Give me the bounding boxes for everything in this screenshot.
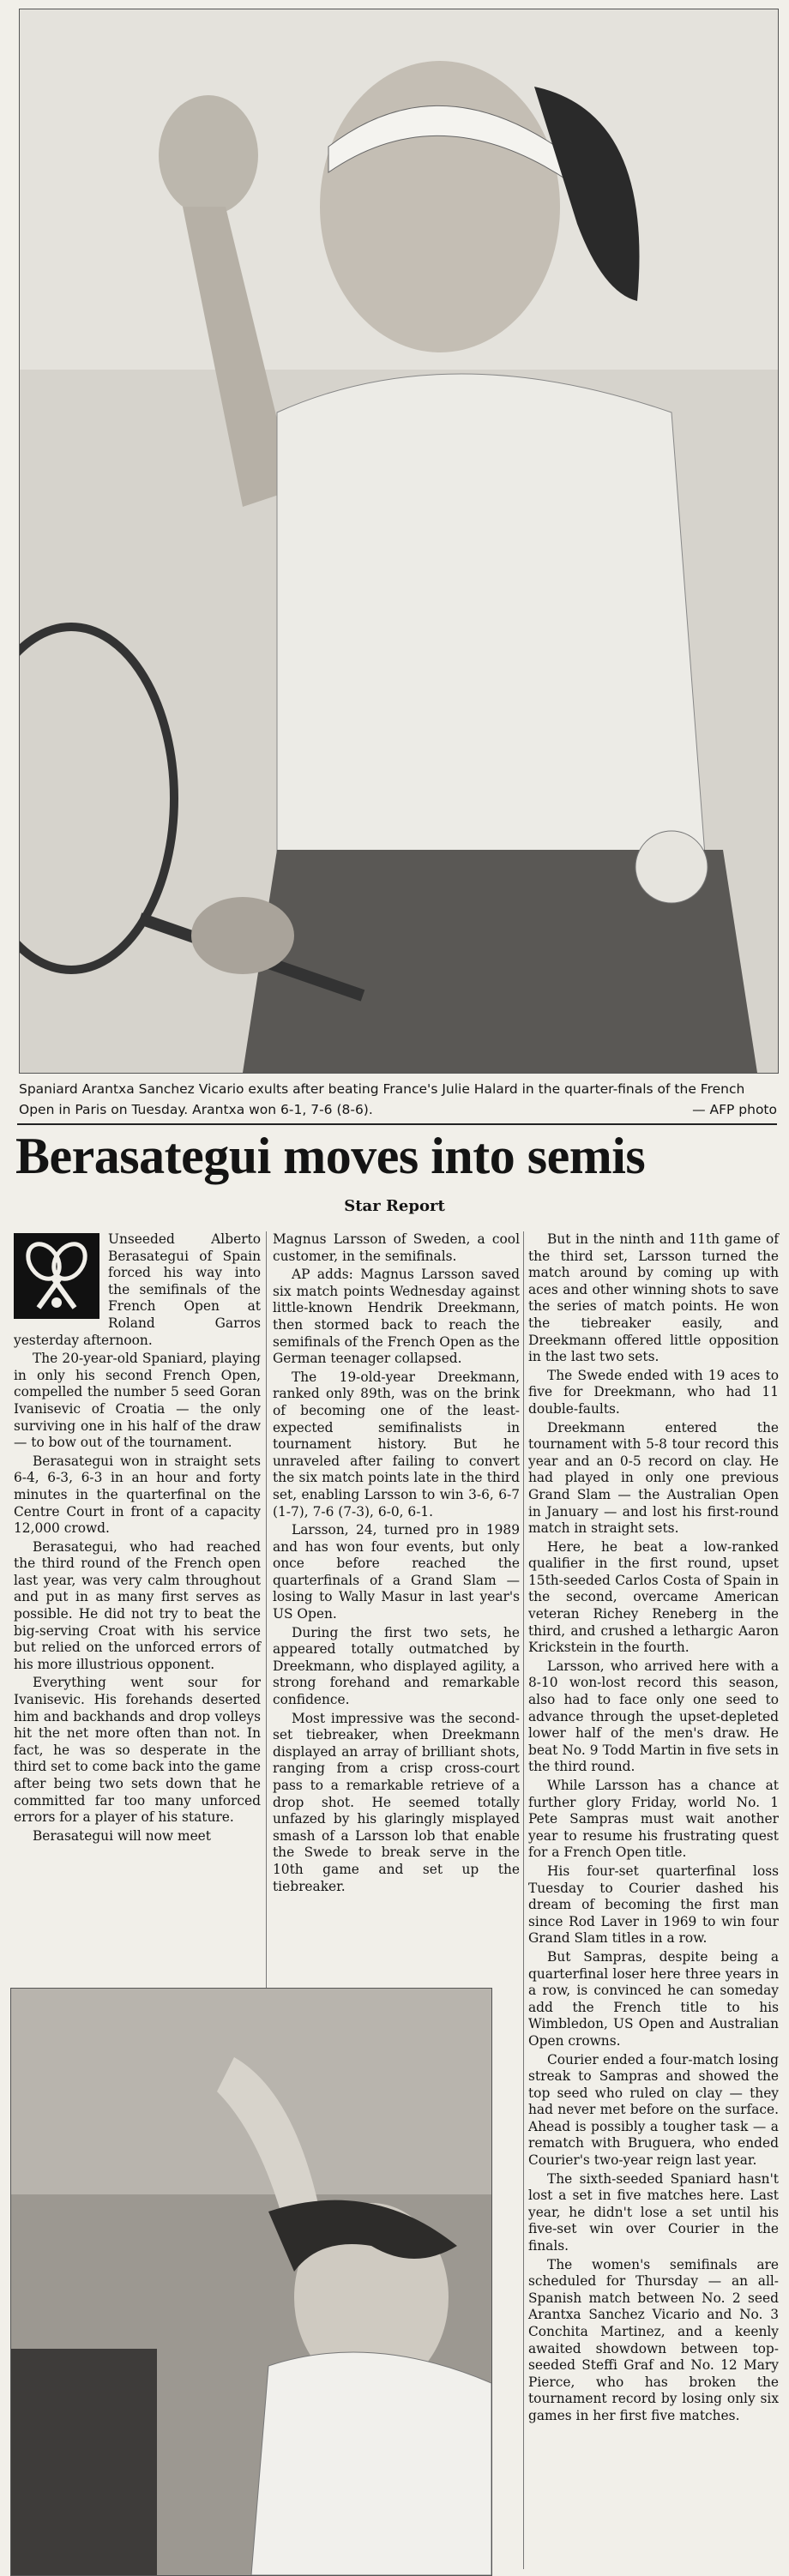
photo-illustration (20, 9, 778, 1073)
caption-text: Spaniard Arantxa Sanchez Vicario exults after beating France's Julie Halard in the quarter-finals of the French Open in Paris on Tuesday. Arantxa won 6-1, 7-6 (8-6). (19, 1081, 745, 1117)
paragraph: But Sampras, despite being a quarterfinal loser here three years in a row, is convinced he can someday add the French title to his Wimbledon, US Open and Australian Open crowns. (528, 1948, 779, 2049)
paragraph: Berasategui, who had reached the third round of the French open last year, was very calm throughout and put in as many first serves as possible. He did not try to beat the big-serving Croat with his service but relied on the unforced errors of his more illustrious opponent. (14, 1538, 261, 1672)
paragraph: Berasategui will now meet (33, 1827, 211, 1844)
headline: Berasategui moves into semis (15, 1128, 646, 1184)
article-column-2 (273, 1231, 520, 1897)
article-column-1 (14, 1231, 261, 1846)
paragraph: The Swede ended with 19 aces to five for Dreekmann, who had 11 double-faults. (528, 1367, 779, 1417)
paragraph: The 19-old-year Dreekmann, ranked only 89th, was on the brink of becoming one of the least-expected semifinalists in tournament history. But he unraveled after failing to convert the six match points late in the third set, enabling Larsson to win 3-6, 6-7 (1-7), 7-6 (7-3), 6-0, 6-1. (273, 1369, 520, 1520)
photo-caption (19, 1079, 777, 1120)
byline: Star Report (344, 1197, 445, 1215)
paragraph: The women's semifinals are scheduled for Thursday — an all-Spanish match between No. 2 seed Arantxa Sanchez Vicario and No. 3 Conchita Martinez, and a keenly awaited showdown between top-seeded Steffi Graf and No. 12 Mary Pierce, who has broken the tournament record by losing only six games in her first five matches. (528, 2256, 779, 2423)
paragraph: During the first two sets, he appeared totally outmatched by Dreekmann, who displayed agility, a strong forehand and remarkable confidence. (273, 1624, 520, 1708)
paragraph: Everything went sour for Ivanisevic. His forehands deserted him and backhands and drop volleys hit the net more often than not. In fact, he was so desperate in the third set to come back into the game after being two sets down that he committed far too many unforced errors for a player of his stature. (14, 1675, 261, 1826)
paragraph: AP adds: Magnus Larsson saved six match points Wednesday against little-known Hendrik Dreekmann, then stormed back to reach the semifinals of the French Open as the German teenager collapsed. (273, 1267, 520, 1367)
paragraph: While Larsson has a chance at further glory Friday, world No. 1 Pete Sampras must wait another year to resume his frustrating quest for a French Open title. (528, 1778, 779, 1861)
column-divider (523, 1231, 524, 2569)
crossed-tennis-rackets-icon (14, 1233, 99, 1319)
paragraph: But in the ninth and 11th game of the third set, Larsson turned the match around by coming up with aces and other winning shots to save the series of match points. He won the tiebreaker easily, and Dreekmann offered little opposition in the last two sets. (528, 1231, 779, 1365)
paragraph: Here, he beat a low-ranked qualifier in the first round, upset 15th-seeded Carlos Costa of Spain in the second, overcame American veteran Richey Reneberg in the third, and crushed a lethargic Aaron Krickstein in the fourth. (528, 1538, 779, 1656)
article-column-3 (528, 1231, 779, 2427)
paragraph: Most impressive was the second-set tiebreaker, when Dreekmann displayed an array of brilliant shots, ranging from a crisp cross-court pass to a remarkable retrieve of a drop shot. He seemed totally unfazed by his glaringly misplayed smash of a Larsson lob that enable the Swede to break serve in the 10th game and set up the tiebreaker. (273, 1710, 520, 1894)
photo-credit: — AFP photo (692, 1102, 777, 1117)
paragraph: Larsson, 24, turned pro in 1989 and has won four events, but only once before reached the quarterfinals of a Grand Slam — losing to Wally Masur in last year's US Open. (273, 1522, 520, 1622)
paragraph: Dreekmann entered the tournament with 5-8 tour record this year and an 0-5 record on clay. He had played in only one previous Grand Slam — the Australian Open in January — and lost his first-round match in straight sets. (528, 1419, 779, 1537)
paragraph: Larsson, who arrived here with a 8-10 won-lost record this season, also had to face only one seed to advance through the upset-depleted lower half of the men's draw. He beat No. 9 Todd Martin in five sets in the third round. (528, 1658, 779, 1775)
paragraph: The 20-year-old Spaniard, playing in only his second French Open, compelled the number 5 seed Goran Ivanisevic of Croatia — the only surviving one in his half of the draw — to bow out of the tournament. (14, 1351, 261, 1451)
photo-tennis-player (10, 1988, 492, 2576)
paragraph: Berasategui won in straight sets 6-4, 6-3, 6-3 in an hour and forty minutes in the quarterfinal on the Centre Court in front of a capacity 12,000 crowd. (14, 1453, 261, 1537)
paragraph: The sixth-seeded Spaniard hasn't lost a set in five matches here. Last year, he didn't lose a set until his five-set win over Courier in the finals. (528, 2170, 779, 2254)
photo-arantxa-sanchez-vicario (19, 9, 779, 1074)
paragraph: Magnus Larsson of Sweden, a cool customer, in the semifinals. (273, 1231, 520, 1264)
paragraph: Courier ended a four-match losing streak to Sampras and showed the top seed who ruled on clay — they had never met before on the surface. Ahead is possibly a tougher task — a rematch with Bruguera, who ended Courier's two-year reign last year. (528, 2051, 779, 2169)
paragraph: Unseeded Alberto Berasategui of Spain forced his way into the semifinals of the French Open at Roland Garros yesterday afternoon. (14, 1231, 261, 1348)
paragraph: His four-set quarterfinal loss Tuesday to Courier dashed his dream of becoming the first man since Rod Laver in 1969 to win four Grand Slam titles in a row. (528, 1863, 779, 1947)
photo-illustration (11, 1989, 491, 2575)
